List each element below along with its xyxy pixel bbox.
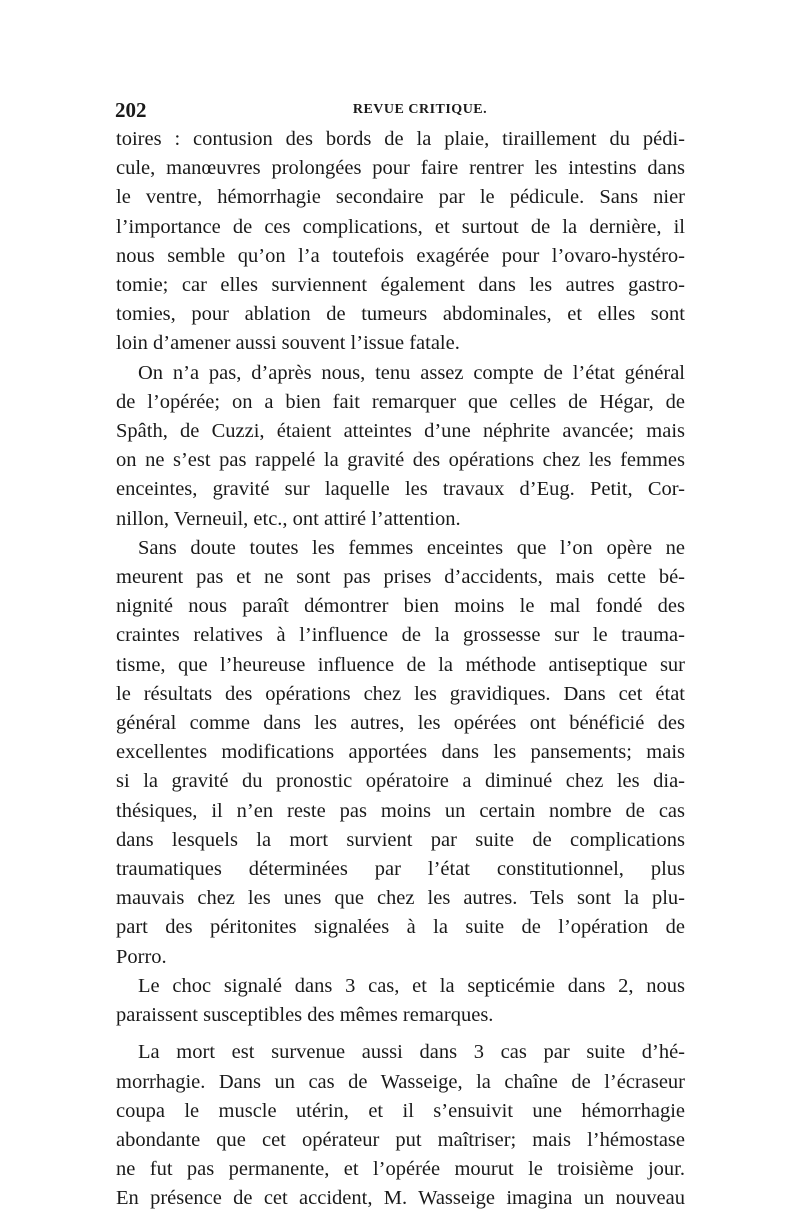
text-line: nillon, Verneuil, etc., ont attiré l’attention. <box>116 507 461 530</box>
text-line: nignité nous paraît démontrer bien moins le mal fondé des <box>116 595 685 618</box>
text-line: l’importance de ces complications, et surtout de la dernière, il <box>116 215 685 238</box>
running-head <box>115 98 685 126</box>
text-line: La mort est survenue aussi dans 3 cas par suite d’hé- <box>138 1041 685 1064</box>
text-line: Le choc signalé dans 3 cas, et la septicémie dans 2, nous <box>138 974 685 997</box>
paragraph <box>116 125 685 359</box>
text-line: le résultats des opérations chez les gravidiques. Dans cet état <box>116 682 685 705</box>
text-line: cule, manœuvres prolongées pour faire rentrer les intestins dans <box>116 157 685 180</box>
text-line: Spâth, de Cuzzi, étaient atteintes d’une néphrite avancée; mais <box>116 420 685 443</box>
text-line: morrhagie. Dans un cas de Wasseige, la chaîne de l’écraseur <box>116 1070 685 1093</box>
paragraph <box>116 972 685 1030</box>
text-line: thésiques, il n’en reste pas moins un certain nombre de cas <box>116 799 685 822</box>
text-line: tomie; car elles surviennent également dans les autres gastro- <box>116 274 685 297</box>
text-line: En présence de cet accident, M. Wasseige imagina un nouveau <box>116 1187 685 1210</box>
paragraph <box>116 534 685 972</box>
text-line: nous semble qu’on l’a toutefois exagérée pour l’ovaro-hystéro- <box>116 244 685 267</box>
text-line: dans lesquels la mort survient par suite de complications <box>116 828 685 851</box>
body-text <box>116 125 685 1214</box>
text-line: part des péritonites signalées à la suite de l’opération de <box>116 916 685 939</box>
journal-title: REVUE CRITIQUE. <box>352 102 488 117</box>
text-line: tomies, pour ablation de tumeurs abdominales, et elles sont <box>116 303 685 326</box>
text-line: traumatiques déterminées par l’état constitutionnel, plus <box>116 858 685 881</box>
text-line: meurent pas et ne sont pas prises d’accidents, mais cette bé- <box>116 566 685 589</box>
text-line: ne fut pas permanente, et l’opérée mourut le troisième jour. <box>116 1158 685 1181</box>
paragraph <box>116 1038 685 1213</box>
text-line: excellentes modifications apportées dans les pansements; mais <box>116 741 685 764</box>
text-line: On n’a pas, d’après nous, tenu assez compte de l’état général <box>138 361 685 384</box>
text-line: coupa le muscle utérin, et il s’ensuivit une hémorrhagie <box>116 1099 685 1122</box>
paragraph-gap <box>116 1030 685 1038</box>
text-line: Porro. <box>116 945 167 968</box>
text-line: paraissent susceptibles des mêmes remarques. <box>116 1004 494 1027</box>
text-line: Sans doute toutes les femmes enceintes que l’on opère ne <box>138 536 685 559</box>
text-line: loin d’amener aussi souvent l’issue fatale. <box>116 332 460 355</box>
page-number: 202 <box>115 98 147 122</box>
text-line: craintes relatives à l’influence de la grossesse sur le trauma- <box>116 624 685 647</box>
text-line: général comme dans les autres, les opérées ont bénéficié des <box>116 712 685 735</box>
text-line: toires : contusion des bords de la plaie, tiraillement du pédi- <box>116 128 685 150</box>
text-line: tisme, que l’heureuse influence de la méthode antiseptique sur <box>116 653 685 676</box>
text-line: si la gravité du pronostic opératoire a diminué chez les dia- <box>116 770 685 793</box>
text-line: abondante que cet opérateur put maîtriser; mais l’hémostase <box>116 1128 685 1151</box>
text-line: mauvais chez les unes que chez les autres. Tels sont la plu- <box>116 887 685 910</box>
text-line: on ne s’est pas rappelé la gravité des opérations chez les femmes <box>116 449 685 472</box>
paragraph <box>116 359 685 534</box>
text-line: de l’opérée; on a bien fait remarquer que celles de Hégar, de <box>116 390 685 413</box>
text-line: enceintes, gravité sur laquelle les travaux d’Eug. Petit, Cor- <box>116 478 685 501</box>
text-line: le ventre, hémorrhagie secondaire par le pédicule. Sans nier <box>116 186 685 209</box>
